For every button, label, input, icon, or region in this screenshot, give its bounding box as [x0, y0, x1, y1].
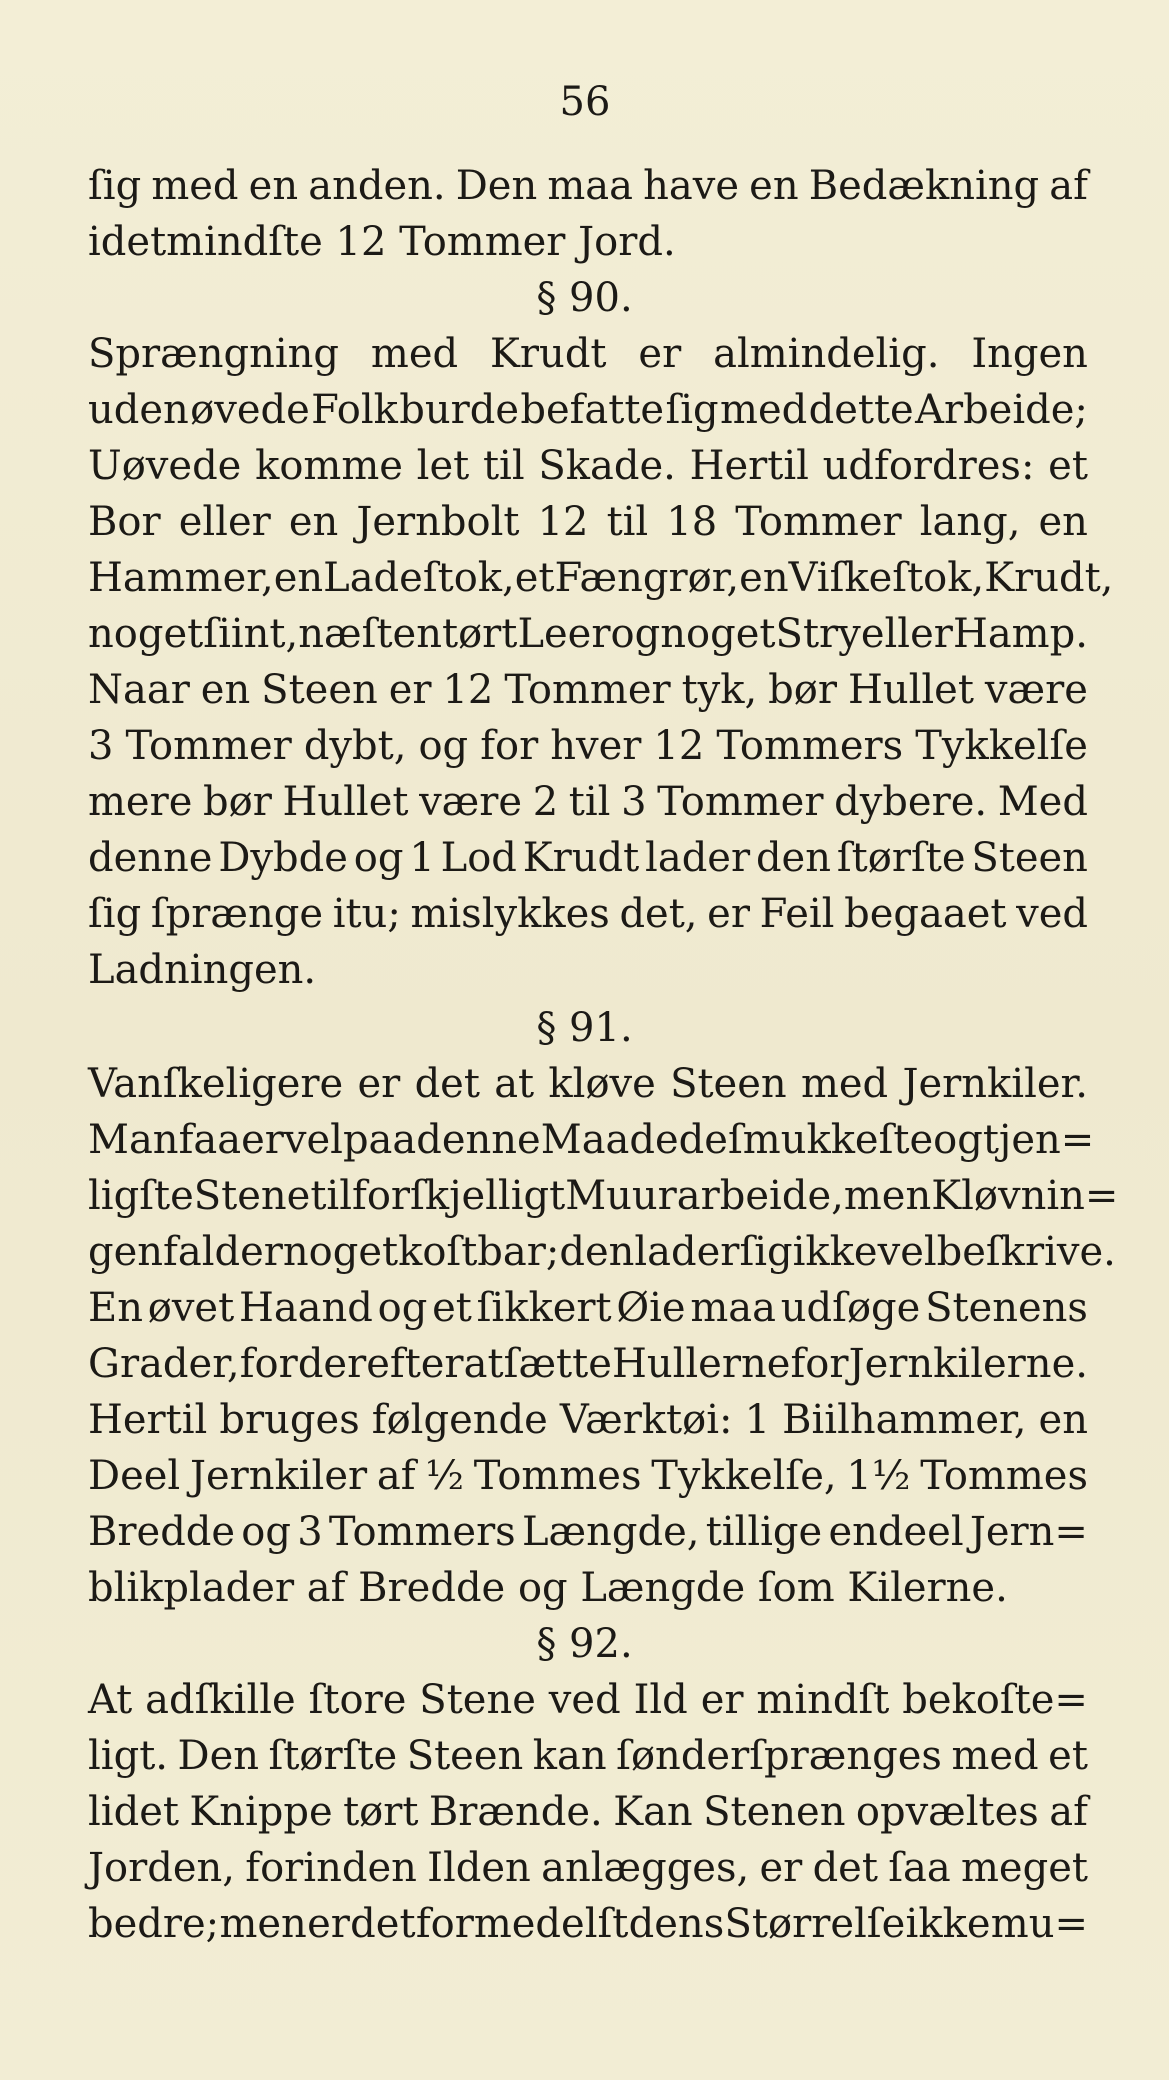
section-heading: § 90. [536, 275, 633, 321]
text-line: Naar en Steen er 12 Tommer tyk, bør Hullet være [88, 667, 1088, 713]
text-line: Vanſkeligere er det at kløve Steen med Jernkiler. [88, 1061, 1088, 1107]
text-line: blikplader af Bredde og Længde ſom Kilerne. [88, 1565, 1008, 1611]
text-line: Hammer, en Ladeſtok, et Fængrør, en Viſkeſtok, Krudt, [88, 555, 1114, 601]
text-line: En øvet Haand og et ſikkert Øie maa udſøge Stenens [88, 1285, 1088, 1331]
text-line: Grader, for derefter at ſætte Hullerne for Jernkilerne. [88, 1341, 1088, 1387]
text-line: Man faaer vel paa denne Maade de ſmukkeſte og tjen= [88, 1117, 1095, 1163]
page-number: 56 [559, 79, 611, 125]
text-line: At adſkille ſtore Stene ved Ild er mindſt bekoſte= [88, 1677, 1088, 1723]
text-line: Deel Jernkiler af ½ Tommes Tykkelſe, 1½ Tommes [88, 1453, 1088, 1499]
text-line: idetmindſte 12 Tommer Jord. [88, 219, 676, 265]
text-line: Hertil bruges følgende Værktøi: 1 Biilhammer, en [88, 1397, 1088, 1443]
text-line: mere bør Hullet være 2 til 3 Tommer dybere. Med [88, 779, 1088, 825]
text-line: ligt. Den ſtørſte Steen kan ſønderſprænges med et [88, 1733, 1088, 1779]
text-line: 3 Tommer dybt, og for hver 12 Tommers Tykkelſe [88, 723, 1088, 769]
section-heading: § 92. [536, 1621, 633, 1667]
text-line: Ladningen. [88, 947, 317, 993]
text-line: Bredde og 3 Tommers Længde, tillige endeel Jern= [88, 1509, 1088, 1555]
section-heading: § 91. [536, 1005, 633, 1051]
text-line: noget ſiint, næſten tørt Leer og noget Stry eller Hamp. [88, 611, 1088, 657]
text-line: ſig ſprænge itu; mislykkes det, er Feil begaaet ved [88, 891, 1088, 937]
text-line: denne Dybde og 1 Lod Krudt lader den ſtørſte Steen [88, 835, 1088, 881]
text-line: Uøvede komme let til Skade. Hertil udfordres: et [88, 443, 1088, 489]
text-line: bedre; men er det formedelſt dens Størrelſe ikke mu= [88, 1901, 1088, 1947]
text-line: ligſte Stene til forſkjelligt Muurarbeide, men Kløvnin= [88, 1173, 1119, 1219]
text-line: gen falder noget koſtbar; den lader ſig ikke vel beſkrive. [88, 1229, 1116, 1275]
text-line: Jorden, forinden Ilden anlægges, er det ſaa meget [88, 1845, 1088, 1891]
text-line: Sprængning med Krudt er almindelig. Ingen [88, 331, 1088, 377]
text-line: Bor eller en Jernbolt 12 til 18 Tommer lang, en [88, 499, 1088, 545]
text-line: lidet Knippe tørt Brænde. Kan Stenen opvæltes af [88, 1789, 1088, 1835]
text-line: uden øvede Folk burde befatte ſig med dette Arbeide; [88, 387, 1088, 433]
text-line: ſig med en anden. Den maa have en Bedækning af [88, 163, 1088, 209]
